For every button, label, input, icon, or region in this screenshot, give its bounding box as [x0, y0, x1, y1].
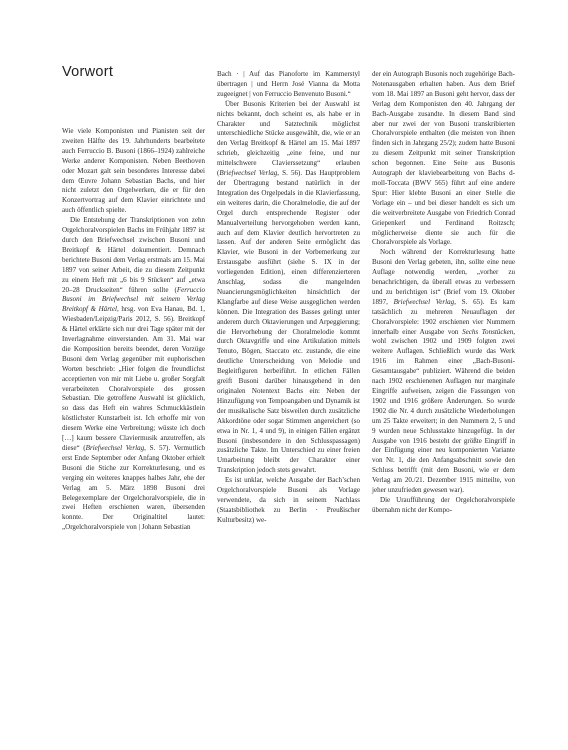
italic-citation: Ferruccio Busoni im Briefwechsel mit seinem Verlag Breitkopf & Härtel — [62, 285, 205, 314]
text-run: Es ist unklar, welche Ausgabe der Bach’schen Orgelchoralvorspiele Busoni als Vorlage verwendete, da sich in seinem Nachlass (Staatsbibliothek zu Berlin · Preußischer Kulturbesitz) we- — [217, 476, 360, 524]
text-run: Wie viele Komponisten und Pianisten seit der zweiten Hälfte des 19. Jahrhunderts bearbeitete auch Ferruccio B. Busoni (1866–1924) zahlreiche Werke anderer Komponisten. Neben Beethoven oder Mozart galt sein besonderes Interesse dabei dem Œuvre Johann Sebastian Bachs, und hier nicht zuletzt den Orgelwerken, die er für den Konzertvortrag auf dem Klavier einrichtete und auch öffentlich spielte. — [62, 127, 205, 215]
text-run: , hrsg. von Eva Hanau, Bd. 1, Wiesbaden/Leipzig/Paris 2012, S. 56). Breitkopf & Härtel erklärte sich nur drei Tage später mit der Inverlagnahme einverstanden. Am 31. Mai war die Komposition bereits beendet, deren Vorzüge Busoni dem Verlag gegenüber mit euphorischen Worten beschrieb: „Hier folgen die freundlichst acceptierten von mir mit Liebe u. großer Sorgfalt verarbeiteten Choralvorspiele des grossen Sebastian. Die getroffene Auswahl ist glücklich, so dass das Heft ein wahres Schmuckkästlein köstlichster Kunstarbeit ist. Ich erhoffe mir von diesem Werke eine Verbreitung; wüsste ich doch […] kaum bessere Claviermusik anzutreffen, als diese“ ( — [62, 305, 205, 452]
text-run: Noch während der Korrekturlesung hatte Busoni den Verlag gebeten, ihn, sollte eine neue Auflage notwendig werden, „vorher zu benachrichtigen, da überall etwas zu verbessern und zu berichtigen ist“ (Brief vom 19. Oktober 1897, — [372, 248, 515, 306]
italic-citation: Briefwechsel Verlag — [219, 169, 278, 178]
italic-citation: Sechs Tonstücken — [462, 327, 514, 336]
paragraph — [217, 100, 360, 476]
page-title: Vorwort — [62, 64, 114, 80]
text-run: Bach · | Auf das Pianoforte im Kammerstyl übertragen | und Herrn José Vianna da Motta zugeeignet | von Ferruccio Benvenuto Busoni.“ — [217, 70, 360, 98]
paragraph — [372, 70, 515, 248]
text-run: , S. 65). Es kam tatsächlich zu mehreren Neuauflagen der Choralvorspiele: 1902 erschienen vier Nummern innerhalb einer Ausgabe von — [372, 297, 516, 336]
paragraph — [217, 70, 360, 100]
text-run: Die Entstehung der Transkriptionen von zehn Orgelchoralvorspielen Bachs im Frühjahr 1897 ist durch den Briefwechsel zwischen Busoni und Breitkopf & Härtel dokumentiert. Demnach berichtete Busoni dem Verlag erstmals am 15. Mai 1897 von seiner Arbeit, die zu diesem Zeitpunkt zu einem Heft mit „6 bis 9 Stücken“ auf „etwa 20–28 Druckseiten“ führen sollte ( — [62, 216, 205, 294]
text-run: Die Uraufführung der Orgelchoralvorspiele übernahm nicht der Kompo- — [372, 495, 515, 514]
paragraph — [372, 496, 515, 516]
text-run: , wohl zwischen 1902 und 1909 folgten zwei weitere Auflagen. Schließlich wurde das Werk 1916 im Rahmen einer „Bach-Busoni-Gesamtausgabe“ publiziert. Während die beiden nach 1902 erschienenen Auflagen nur marginale Eingriffe aufweisen, zeigen die Fassungen von 1902 und 1916 größere Änderungen. So wurde 1902 die Nr. 4 durch zusätzliche Wiederholungen um 25 Takte erweitert; in den Nummern 2, 5 und 9 wurden neue Schlusstakte hinzugefügt. In der Ausgabe von 1916 besteht der größte Eingriff in der Einfügung einer neu komponierten Variante von Nr. 1, die den Anfangsabschnitt sowie den Schluss betrifft (mit dem Busoni, wie er dem Verlag am 20./21. Dezember 1915 mitteilte, von jeher unzufrieden gewesen war). — [372, 327, 515, 495]
paragraph — [62, 127, 205, 216]
paragraph — [372, 248, 515, 496]
paragraph — [62, 216, 205, 533]
text-run: der ein Autograph Busonis noch zugehörige Bach-Notenausgaben erhalten haben. Aus dem Brief vom 18. Mai 1897 an Busoni geht hervor, dass der Verlag dem Komponisten den 40. Jahrgang der Bach-Ausgabe zusandte. In diesem Band sind aber nur zwei der von Busoni transkribierten Choralvorspiele enthalten (die meisten von ihnen finden sich in Jahrgang 25/2); zudem hatte Busoni zu diesem Zeitpunkt mit seiner Transkription schon begonnen. Eine Seite aus Busonis Autograph der klaviebearbeitung von Bachs d-moll-Toccata (BWV 565) führt auf eine andere Spur: Hier klebte Busoni an einer Stelle die Vorlage ein – und bei dieser handelt es sich um die weitverbreitete Ausgabe von Friedrich Conrad Griepenkerl und Ferdinand Roitzsch; möglicherweise diente sie auch für die Choralvorspiele als Vorlage. — [372, 70, 515, 247]
italic-citation: Briefwechsel Verlag — [393, 297, 455, 306]
text-run: Über Busonis Kriterien bei der Auswahl ist nichts bekannt, doch scheint es, als habe er in Charakter und Satztechnik möglichst unterschiedliche Stücke ausgewählt, die, wie er an den Verlag Breitkopf & Härtel am 15. Mai 1897 schrieb, gleichzeitig „eine feine, und nur mittelschwere Clavierssetzung“ erlauben ( — [217, 99, 360, 178]
text-run: , S. 56). Das Hauptproblem der Übertragung bestand natürlich in der Integration des Orgelpedals in die Klavierfassung, ein weiteres darin, die Choralmelodie, die auf der Orgel durch entsprechende Register oder Manualverteilung hervorgehoben werden kann, auch auf dem Klavier deutlich hervortreten zu lassen. Auf der anderen Seite ermöglicht das Klavier, wie Busoni in der Vorbemerkung zur Erstausgabe ausführt (siehe S. IX in der vorliegenden Edition), einen differenzierteren Anschlag, sodass die mangelnden Nuancierungsmöglichkeiten hinsichtlich der Klangfarbe auf diese Weise ausgeglichen werden können. Die Integration des Basses gelingt unter anderem durch Oktavierungen und Arpeggierung; die Hervorhebung der Choralmelodie kommt durch Oktavgriffe und eine Artikulation mittels Tenuto, Bögen, Staccato etc. zustande, die eine deutliche Unterscheidung von Melodie und Begleitfiguren herbeiführt. In etlichen Fällen greift Busoni darüber hinausgehend in den originalen Notentext Bachs ein: Neben der Hinzufügung von Tempoangaben und Dynamik ist der musikalische Satz bisweilen durch zusätzliche Akkordtöne oder sogar Stimmen angereichert (so etwa in Nr. 1, 4 und 9), in einigen Fällen ergänzt Busoni (insbesondere in den Schlusspassagen) zusätzliche Takte. Im Unterschied zu einer freien Umarbeitung bleibt der Charakter einer Transkription jedoch stets gewahrt. — [217, 169, 361, 475]
text-column-1 — [62, 127, 205, 533]
text-column-2 — [217, 70, 360, 526]
italic-citation: Briefwechsel Verlag — [85, 444, 145, 452]
text-column-3 — [372, 70, 515, 516]
paragraph — [217, 476, 360, 526]
text-run: , S. 57). Vermutlich erst Ende September oder Anfang Oktober erhielt Busoni die Stiche zur Korrekturlesung, und es verging ein weiteres knappes halbes Jahr, ehe der Verlag am 5. März 1898 Busoni drei Belegexemplare der Orgelchoralvorspiele, die in zwei Heften erschienen waren, übersenden konnte. Der Originaltitel lautet: „Orgelchoralvorspiele von | Johann Sebastian — [62, 444, 206, 532]
